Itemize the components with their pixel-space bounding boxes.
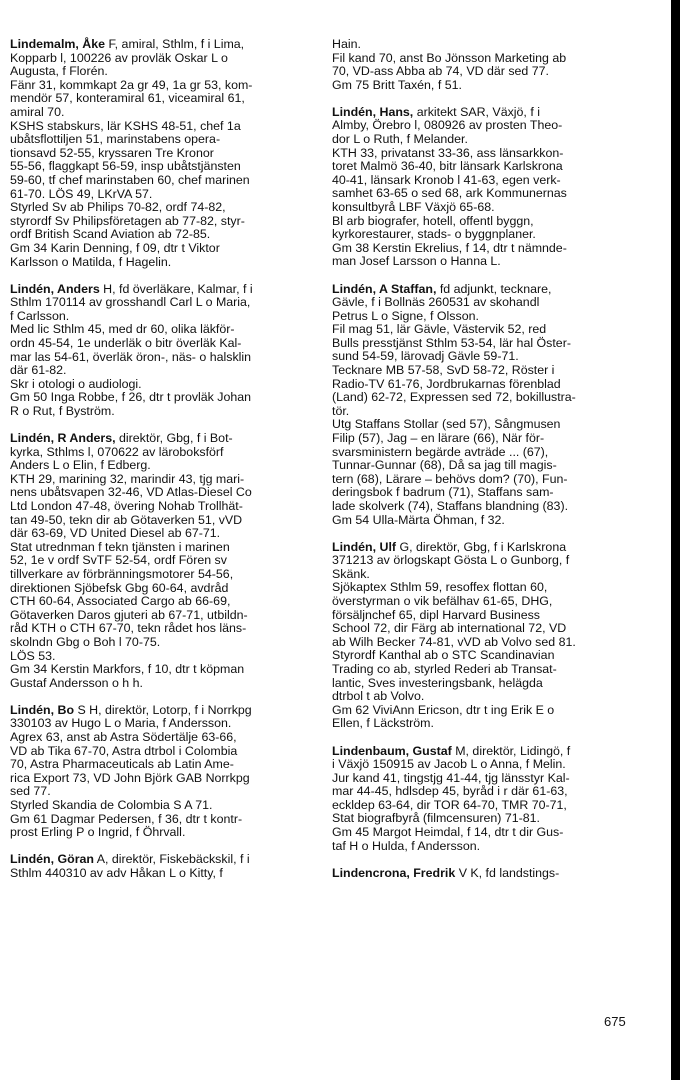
entry-name: Lindén, Hans, — [332, 104, 414, 119]
entry-name: Lindemalm, Åke — [10, 37, 106, 51]
entry-text: Fil kand 70, anst Bo Jönsson Marketing ab 70, VD-ass Abba ab 74, VD där sed 77. — [332, 50, 567, 79]
biography-entry — [10, 432, 316, 690]
entry-intro — [10, 38, 316, 79]
entry-text: Gm 62 ViviAnn Ericson, dtr t ing Erik E o Ellen, f Läckström. — [332, 702, 555, 731]
entry-paragraph — [332, 215, 638, 242]
entry-text: Styrled Skandia de Colombia S A 71. — [10, 797, 213, 812]
entry-intro — [10, 853, 316, 880]
entry-text: Gm 45 Margot Heimdal, f 14, dtr t dir Gus- taf H o Hulda, f Andersson. — [332, 825, 564, 853]
entry-paragraph — [332, 147, 638, 215]
entry-paragraph — [10, 541, 316, 650]
entry-text: Jur kand 41, tingstjg 41-44, tjg länsstyr Kal- mar 44-45, hdlsdep 45, byråd i r där 61-63, eckldep 63-64, dir TOR 64-70, TMR 70-71, Stat biografbyrå (filmcensuren) 71-81. — [332, 770, 570, 826]
entry-paragraph — [332, 514, 638, 528]
entry-text: S H, direktör, Lotorp, f i Norrkpg 330103 av Hugo L o Maria, f Andersson. — [10, 702, 252, 731]
entry-paragraph — [10, 663, 316, 690]
entry-paragraph — [10, 120, 316, 202]
entry-paragraph — [332, 418, 638, 513]
entry-paragraph — [332, 772, 638, 826]
biography-entry — [332, 745, 638, 854]
entry-name: Lindén, A Staffan, — [332, 281, 437, 296]
entry-paragraph — [10, 79, 316, 120]
entry-text: Styrordf Kanthal ab o STC Scandinavian Trading co ab, styrled Rederi ab Transat- lantic, Sves investeringsbank, helägda dtrbol t ab Volvo. — [332, 648, 557, 704]
entry-paragraph — [10, 323, 316, 377]
entry-intro — [332, 38, 638, 52]
entry-intro — [332, 106, 638, 147]
entry-text: G, direktör, Gbg, f i Karlskrona 371213 av örlogskapt Gösta L o Gunborg, f Skänk. — [332, 539, 570, 581]
entry-paragraph — [10, 391, 316, 418]
entry-intro — [10, 432, 316, 473]
entry-name: Lindén, R Anders, — [10, 431, 116, 446]
entry-text: KTH 29, marining 32, marindir 43, tjg mari- nens ubåtsvapen 32-46, VD Atlas-Diesel Co Ltd London 47-48, övering Nohab Trollhät- tan 49-50, tekn dir ab Götaverken 51, vVD där 63-69, VD United Diesel ab 67-71. — [10, 471, 252, 541]
entry-paragraph — [332, 649, 638, 703]
entry-text: Stat utrednman f tekn tjänsten i marinen 52, 1e v ordf SvTF 52-54, ordf Fören sv tillverkare av förbränningsmotorer 54-56, direktionen Sjöbefsk Gbg 60-64, avdråd CTH 60-64, Associated Cargo ab 66-69, Götaverken Daros gjuteri ab 67-71, utbildn- råd KTH o CTH 67-70, tekn rådet hos läns- skolndn Gbg o Boh l 70-75. — [10, 539, 248, 649]
entry-paragraph — [332, 52, 638, 79]
entry-name: Lindén, Bo — [10, 702, 75, 717]
entry-paragraph — [332, 323, 638, 364]
entry-paragraph — [10, 201, 316, 242]
entry-paragraph — [10, 650, 316, 664]
entry-intro — [332, 745, 638, 772]
biography-entry — [10, 704, 316, 840]
entry-text: Gm 38 Kerstin Ekrelius, f 14, dtr t nämnde- man Josef Larsson o Hanna L. — [332, 240, 567, 269]
entry-text: Utg Staffans Stollar (sed 57), Sångmusen Filip (57), Jag – en lärare (66), När för- svarsministern begärde avträde ... (67), Tunnar-Gunnar (68), Då sa jag till magis- tern (68), Lärare – behövs dom? (70), Fun- deringsbok f badrum (71), Staffans sam- lade skolverk (74), Staffans blandning (83). — [332, 417, 569, 513]
entry-text: F, amiral, Sthlm, f i Lima, Kopparb l, 100226 av provläk Oskar L o Augusta, f Florén. — [10, 37, 245, 79]
entry-text: Bl arb biografer, hotell, offentl byggn, kyrkorestaurer, stads- o byggnplaner. — [332, 213, 536, 242]
biography-entry — [332, 38, 638, 92]
entry-paragraph — [10, 813, 316, 840]
entry-text: Agrex 63, anst ab Astra Södertälje 63-66, VD ab Tika 67-70, Astra dtrbol i Colombia 70, Astra Pharmaceuticals ab Latin Ame- rica Export 73, VD John Björk GAB Norrkpg sed 77. — [10, 730, 250, 799]
entry-text: A, direktör, Fiskebäckskil, f i Sthlm 440310 av adv Håkan L o Kitty, f — [10, 852, 250, 880]
entry-paragraph — [10, 799, 316, 813]
entry-text: Fänr 31, kommkapt 2a gr 49, 1a gr 53, kom- mendör 57, konteramiral 61, viceamiral 61, amiral 70. — [10, 77, 253, 119]
entry-intro — [10, 704, 316, 731]
entry-paragraph — [10, 378, 316, 392]
page-number: 675 — [604, 1014, 626, 1029]
entry-text: KSHS stabskurs, lär KSHS 48-51, chef 1a ubåtsflottiljen 51, marinstabens opera- tionsavd 52-55, kryssaren Tre Kronor 55-56, flaggkapt 56-59, insp ubåtstjänsten 59-60, tf chef marinstaben 60, chef marinen 61-70. LÖS 49, LKrVA 57. — [10, 118, 250, 201]
entry-text: Gm 50 Inga Robbe, f 26, dtr t provläk Johan R o Rut, f Byström. — [10, 390, 252, 418]
entry-paragraph — [10, 731, 316, 799]
entry-text: H, fd överläkare, Kalmar, f i Sthlm 170114 av grosshandl Carl L o Maria, f Carlsson. — [10, 281, 253, 323]
entry-intro — [10, 283, 316, 324]
entry-text: Fil mag 51, lär Gävle, Västervik 52, red Bulls presstjänst Sthlm 53-54, lär hal Öster- sund 54-59, lärovadj Gävle 59-71. — [332, 322, 571, 364]
biography-entry — [332, 283, 638, 528]
biography-entry — [332, 867, 638, 881]
entry-paragraph — [332, 704, 638, 731]
entry-text: Gm 54 Ulla-Märta Öhman, f 32. — [332, 512, 505, 527]
entry-text: Gm 34 Karin Denning, f 09, dtr t Viktor Karlsson o Matilda, f Hagelin. — [10, 240, 220, 269]
entry-intro — [332, 541, 638, 582]
biography-entry — [10, 38, 316, 269]
right-column — [332, 38, 638, 880]
entry-paragraph — [332, 242, 638, 269]
entry-text: Hain. — [332, 37, 361, 51]
entry-text: Med lic Sthlm 45, med dr 60, olika läkför- ordn 45-54, 1e underläk o bitr överläk Kal- mar las 54-61, överläk öron-, näs- o halsklin där 61-82. — [10, 322, 252, 378]
entry-text: direktör, Gbg, f i Bot- kyrka, Sthlms l, 070622 av läroboksförf Anders L o Elin, f Edberg. — [10, 431, 233, 473]
entry-intro — [332, 283, 638, 324]
biography-entry — [10, 853, 316, 880]
entry-paragraph — [332, 364, 638, 418]
entry-text: arkitekt SAR, Växjö, f i Almby, Örebro l, 080926 av prosten Theo- dor L o Ruth, f Melander. — [332, 104, 563, 147]
entry-paragraph — [10, 473, 316, 541]
entry-text: Skr i otologi o audiologi. — [10, 376, 142, 391]
entry-text: KTH 33, privatanst 33-36, ass länsarkkon- toret Malmö 36-40, bitr länsark Karlskrona 40-41, länsark Kronob l 41-63, egen verk- samhet 63-65 o sed 68, ark Kommunernas konsultbyrå LBF Växjö 65-68. — [332, 145, 567, 215]
entry-paragraph — [332, 581, 638, 649]
entry-name: Lindén, Anders — [10, 281, 100, 296]
entry-text: LÖS 53. — [10, 648, 56, 663]
entry-name: Lindén, Göran — [10, 852, 94, 867]
entry-text: Gm 34 Kerstin Markfors, f 10, dtr t köpman Gustaf Andersson o h h. — [10, 662, 245, 690]
entry-name: Lindén, Ulf — [332, 539, 397, 554]
entry-text: M, direktör, Lidingö, f i Växjö 150915 av Jacob L o Anna, f Melin. — [332, 743, 571, 772]
entry-text: Sjökaptex Sthlm 59, resoffex flottan 60, överstyrman o vik befälhav 61-65, DHG, försäljnchef 65, dipl Harvard Business School 72, dir Färg ab international 72, VD ab Wilh Becker 74-81, vVD ab Volvo sed 81. — [332, 580, 576, 649]
entry-text: Gm 61 Dagmar Pedersen, f 36, dtr t kontr- prost Erling P o Ingrid, f Öhrvall. — [10, 811, 243, 840]
entry-name: Lindenbaum, Gustaf — [332, 743, 452, 758]
biography-entry — [332, 106, 638, 269]
entry-text: Gm 75 Britt Taxén, f 51. — [332, 77, 462, 92]
entry-text: Styrled Sv ab Philips 70-82, ordf 74-82, styrordf Sv Philipsföretagen ab 77-82, styr- ordf British Scand Aviation ab 72-85. — [10, 200, 245, 242]
entry-paragraph — [332, 79, 638, 93]
biography-entry — [10, 283, 316, 419]
entry-paragraph — [332, 826, 638, 853]
entry-text: fd adjunkt, tecknare, Gävle, f i Bollnäs 260531 av skohandl Petrus L o Signe, f Olsson. — [332, 281, 552, 323]
entry-name: Lindencrona, Fredrik — [332, 865, 456, 880]
left-column — [10, 38, 316, 880]
entry-paragraph — [10, 242, 316, 269]
entry-text: Tecknare MB 57-58, SvD 58-72, Röster i Radio-TV 61-76, Jordbrukarnas förenblad (Land) 62-72, Expressen sed 72, bokillustra- tör. — [332, 363, 576, 418]
biography-entry — [332, 541, 638, 731]
entry-text: V K, fd landstings- — [455, 865, 560, 880]
page-edge-shadow — [671, 0, 680, 1080]
entry-intro — [332, 867, 638, 881]
